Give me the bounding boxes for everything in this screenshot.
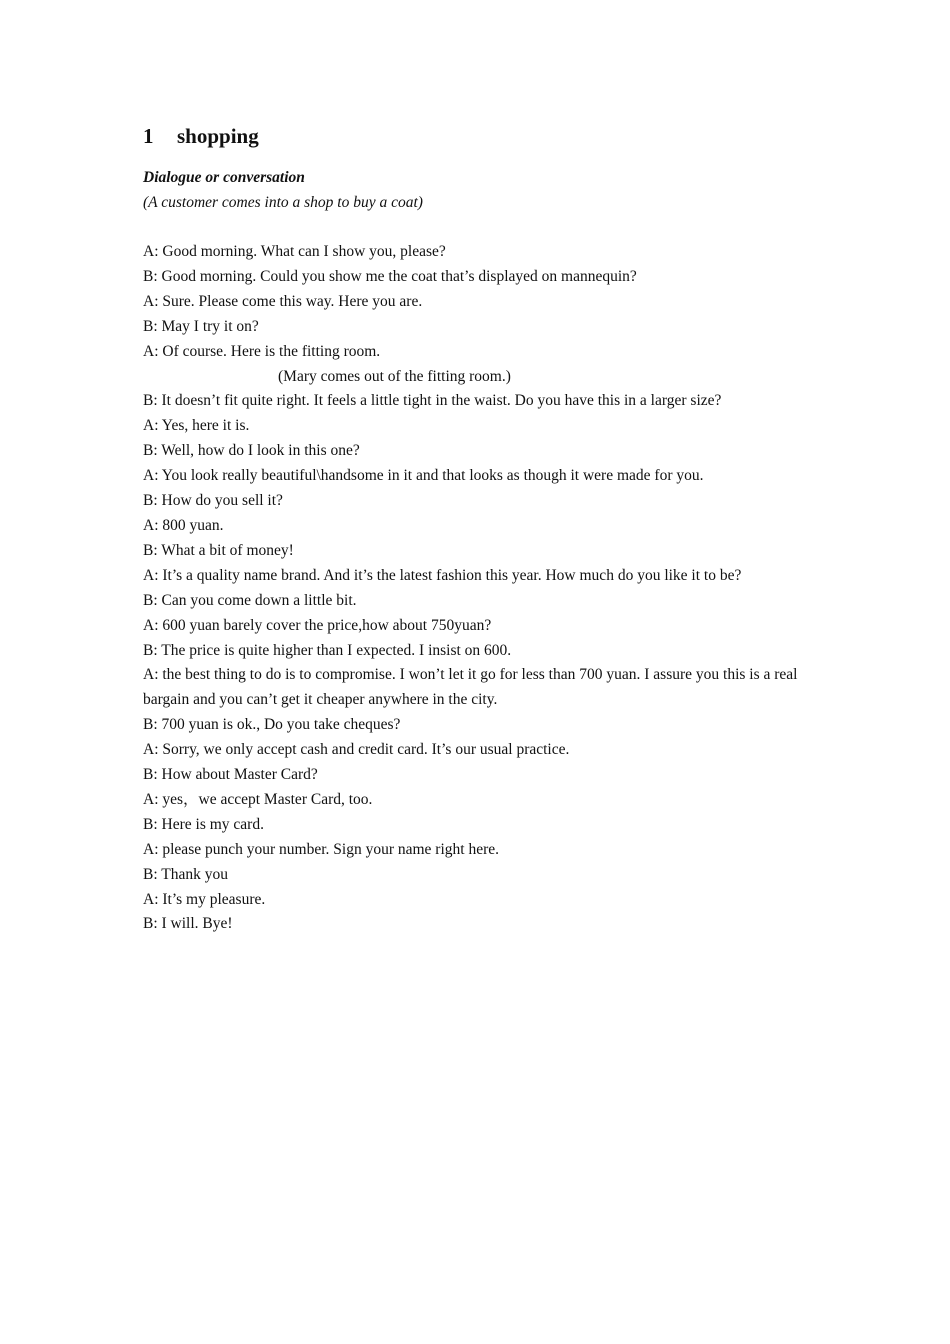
dialogue-line: B: The price is quite higher than I expected. I insist on 600.	[143, 641, 512, 659]
dialogue-line: B: I will. Bye!	[143, 915, 233, 933]
dialogue-subtitle: Dialogue or conversation	[143, 169, 305, 186]
dialogue-line: A: It’s a quality name brand. And it’s the latest fashion this year. How much do you like it to be?	[143, 566, 742, 584]
dialogue-line: A: please punch your number. Sign your name right here.	[143, 840, 499, 858]
dialogue-line: B: Can you come down a little bit.	[143, 591, 357, 609]
dialogue-line: B: Here is my card.	[143, 815, 264, 833]
dialogue-line: A: Sure. Please come this way. Here you are.	[143, 292, 423, 310]
dialogue-line: A: Good morning. What can I show you, please?	[143, 243, 446, 260]
dialogue-line: B: Well, how do I look in this one?	[143, 442, 360, 460]
dialogue-line: B: 700 yuan is ok., Do you take cheques?	[143, 716, 401, 734]
dialogue-line: B: It doesn’t fit quite right. It feels a little tight in the waist. Do you have this in a larger size?	[143, 392, 722, 410]
section-heading	[143, 122, 259, 150]
dialogue-line: B: May I try it on?	[143, 317, 259, 335]
dialogue-line: A: 600 yuan barely cover the price,how about 750yuan?	[143, 616, 492, 634]
dialogue-line: B: How do you sell it?	[143, 492, 283, 510]
dialogue-line: B: Good morning. Could you show me the coat that’s displayed on mannequin?	[143, 267, 637, 285]
scene-setting: (A customer comes into a shop to buy a coat)	[143, 194, 423, 211]
dialogue-line: B: How about Master Card?	[143, 766, 318, 784]
dialogue-line: B: What a bit of money!	[143, 541, 294, 559]
dialogue-line: A: Sorry, we only accept cash and credit card. It’s our usual practice.	[143, 741, 570, 759]
dialogue-line: A: It’s my pleasure.	[143, 890, 266, 908]
dialogue-line: A: Yes, here it is.	[143, 417, 250, 435]
section-number: 1	[143, 124, 154, 148]
dialogue-body	[143, 240, 815, 937]
dialogue-line: A: 800 yuan.	[143, 516, 224, 534]
dialogue-line: A: the best thing to do is to compromise. I won’t let it go for less than 700 yuan. I assure you this is a real bargain and you can’t get it cheaper anywhere in the city.	[143, 666, 798, 709]
dialogue-line: A: yes，we accept Master Card, too.	[143, 790, 373, 808]
stage-direction: (Mary comes out of the fitting room.)	[278, 367, 511, 385]
dialogue-line: A: Of course. Here is the fitting room.	[143, 342, 381, 360]
dialogue-line: B: Thank you	[143, 865, 228, 883]
section-title: shopping	[177, 124, 259, 148]
dialogue-line: A: You look really beautiful\handsome in it and that looks as though it were made for you.	[143, 467, 704, 485]
